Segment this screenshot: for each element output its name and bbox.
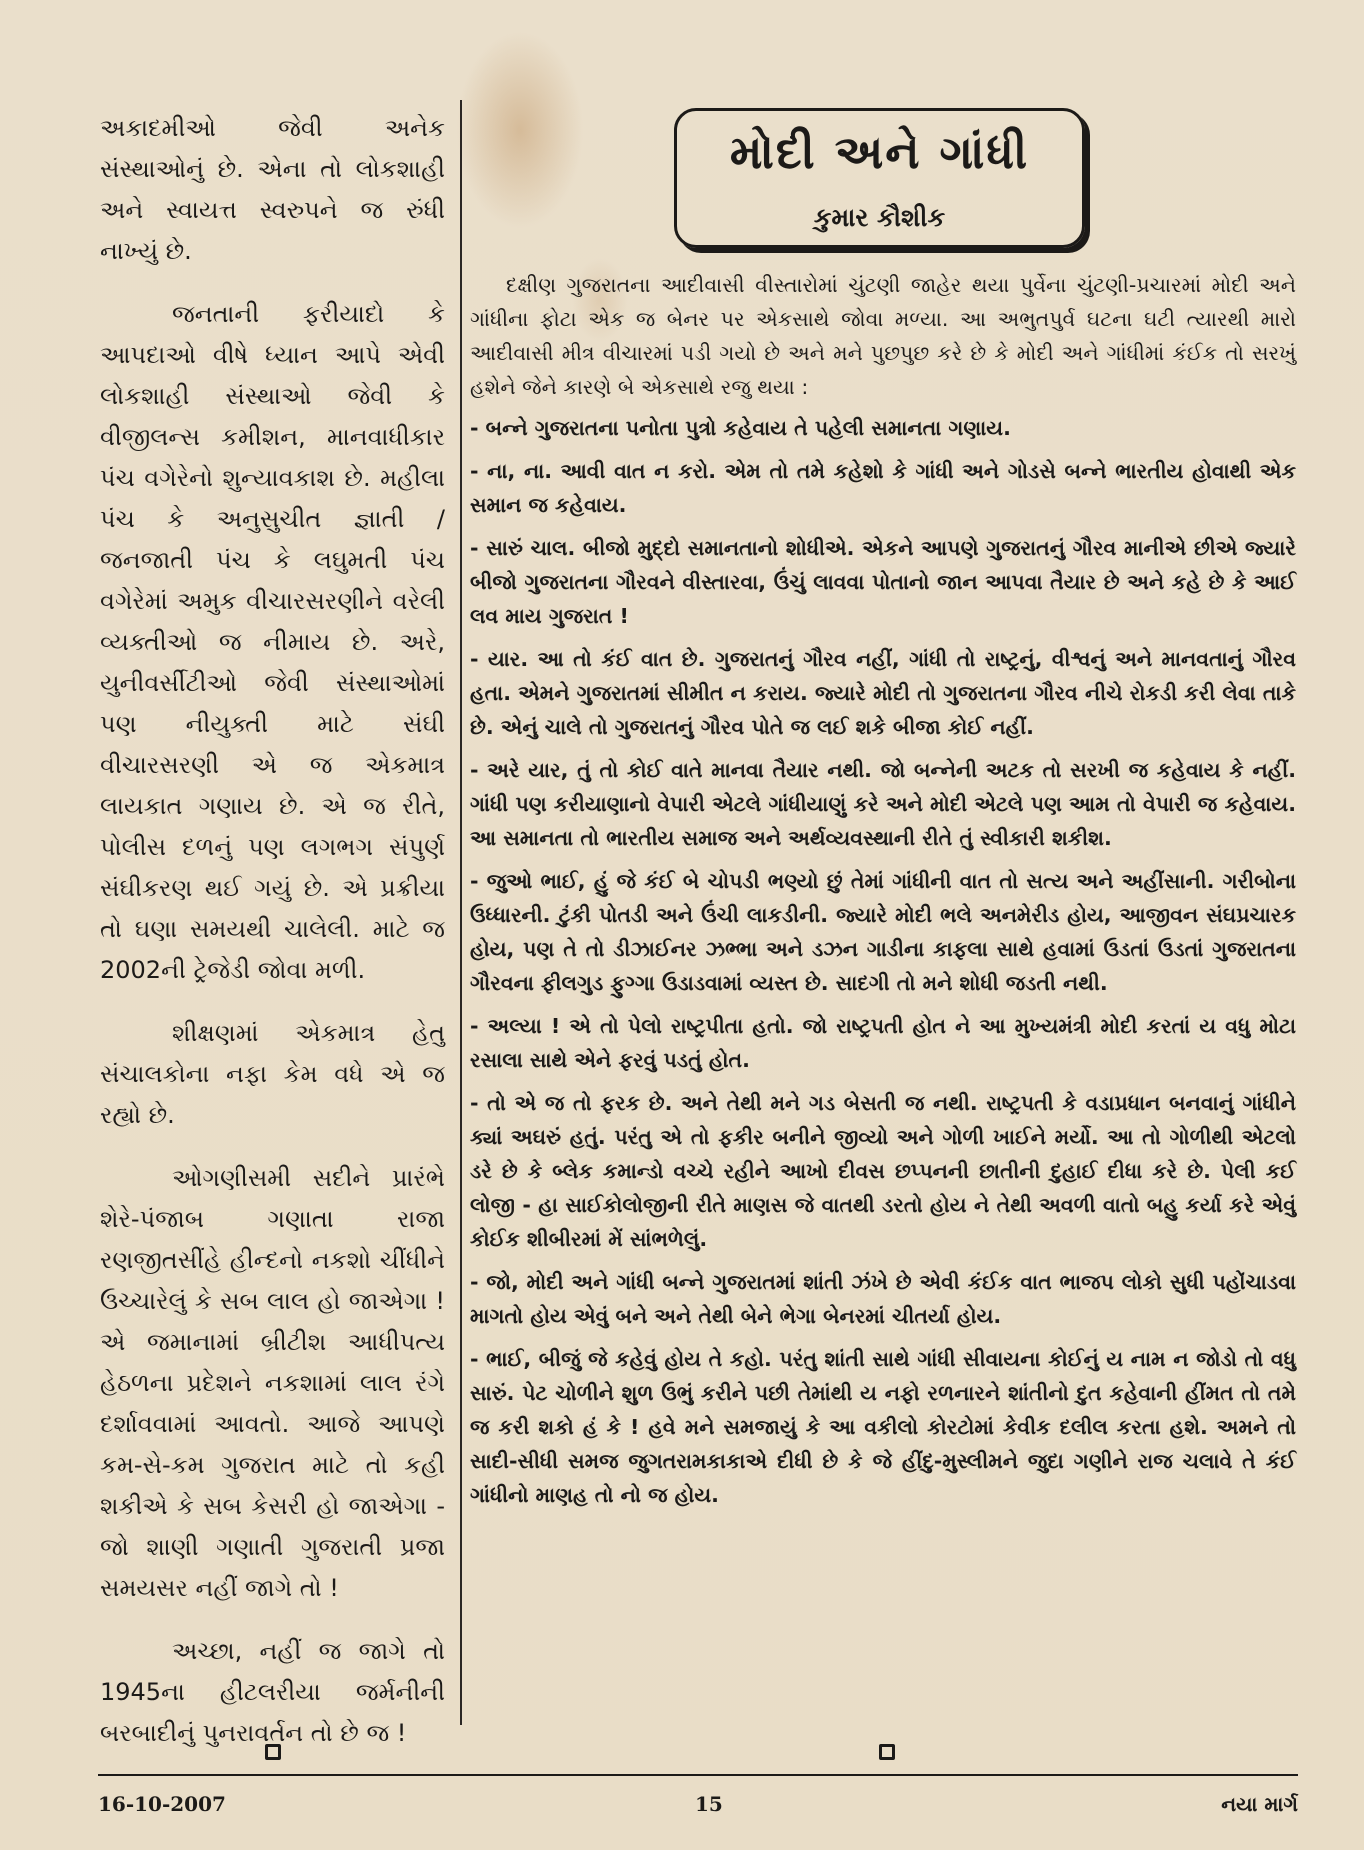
left-paragraph: અચ્છા, નહીં જ જાગે તો 1945ના હીટલરીયા જર્મનીની બરબાદીનું પુનરાવર્તન તો છે જ ! (100, 1637, 445, 1747)
column-divider (460, 100, 462, 1725)
end-of-article-box-icon (879, 1744, 895, 1760)
issue-date: 16-10-2007 (98, 1792, 226, 1816)
dialogue-line: - ભાઈ, બીજું જે કહેવું હોય તે કહો. પરંતુ શાંતી સાથે ગાંધી સીવાયના કોઈનું ય નામ ન જોડો તો વધુ સારું. પેટ ચોળીને શુળ ઉભું કરીને પછી તેમાંથી ય નફો રળનારને શાંતીનો દુત કહેવાની હીંમત તો તમે જ કરી શકો હં કે ! હવે મને સમજાયું કે આ વકીલો કોરટોમાં કેવીક દલીલ કરતા હશે. અમને તો સાદી-સીધી સમજ જુગતરામકાકાએ દીધી છે કે જે હીંદુ-મુસ્લીમને જુદા ગણીને રાજ ચલાવે તે કંઈ ગાંધીનો માણહ તો નો જ હોય. (470, 1347, 1296, 1507)
dialogue-line: - અલ્યા ! એ તો પેલો રાષ્ટ્રપીતા હતો. જો રાષ્ટ્રપતી હોત ને આ મુખ્યમંત્રી મોદી કરતાં ય વધુ મોટા રસાલા સાથે એને ફરવું પડતું હોત. (470, 1014, 1296, 1072)
left-paragraph: શીક્ષણમાં એકમાત્ર હેતુ સંચાલકોના નફા કેમ વધે એ જ રહ્યો છે. (100, 1019, 445, 1129)
dialogue-line: - તો એ જ તો ફરક છે. અને તેથી મને ગડ બેસતી જ નથી. રાષ્ટ્રપતી કે વડાપ્રધાન બનવાનું ગાંધીને ક્યાં અઘરું હતું. પરંતુ એ તો ફકીર બનીને જીવ્યો અને ગોળી ખાઈને મર્યો. આ તો ગોળીથી એટલો ડરે છે કે બ્લેક કમાન્ડો વચ્ચે રહીને આખો દીવસ છપ્પનની છાતીની દુહાઈ દીધા કરે છે. પેલી કઈ લોજી - હા સાઈકોલોજીની રીતે માણસ જે વાતથી ડરતો હોય ને તેથી અવળી વાતો બહુ કર્યા કરે એવું કોઈક શીબીરમાં મેં સાંભળેલું. (470, 1091, 1296, 1251)
left-paragraph: જનતાની ફરીયાદો કે આપદાઓ વીષે ધ્યાન આપે એવી લોકશાહી સંસ્થાઓ જેવી કે વીજીલન્સ કમીશન, માનવાધીકાર પંચ વગેરેનો શુન્યાવકાશ છે. મહીલા પંચ કે અનુસુચીત જ્ઞાતી / જનજાતી પંચ કે લઘુમતી પંચ વગેરેમાં અમુક વીચારસરણીને વરેલી વ્યક્તીઓ જ નીમાય છે. અરે, યુનીવર્સીટીઓ જેવી સંસ્થાઓમાં પણ નીયુક્તી માટે સંઘી વીચારસરણી એ જ એકમાત્ર લાયકાત ગણાય છે. એ જ રીતે, પોલીસ દળનું પણ લગભગ સંપુર્ણ સંઘીકરણ થઈ ગયું છે. એ પ્રક્રીયા તો ઘણા સમયથી ચાલેલી. માટે જ 2002ની ટ્રેજેડી જોવા મળી. (100, 300, 445, 984)
dialogue-line: - સારું ચાલ. બીજો મુદ્દો સમાનતાનો શોધીએ. એકને આપણે ગુજરાતનું ગૌરવ માનીએ છીએ જ્યારે બીજો ગુજરાતના ગૌરવને વીસ્તારવા, ઉંચું લાવવા પોતાનો જાન આપવા તૈયાર છે અને કહે છે કે આઈ લવ માય ગુજરાત ! (470, 536, 1296, 628)
article-author: કુમાર કૌશીક (813, 203, 946, 232)
article-title: મોદી અને ગાંધી (729, 125, 1030, 179)
left-paragraph: અકાદમીઓ જેવી અનેક સંસ્થાઓનું છે. એના તો લોકશાહી અને સ્વાયત્ત સ્વરુપને જ રુંધી નાખ્યું છે. (100, 114, 445, 265)
article-title-box (674, 108, 1085, 248)
left-paragraph: ઓગણીસમી સદીને પ્રારંભે શેરે-પંજાબ ગણાતા રાજા રણજીતસીંહે હીન્દનો નકશો ચીંધીને ઉચ્ચારેલું કે સબ લાલ હો જાએગા ! એ જમાનામાં બ્રીટીશ આધીપત્ય હેઠળના પ્રદેશને નકશામાં લાલ રંગે દર્શાવવામાં આવતો. આજે આપણે કમ-સે-કમ ગુજરાત માટે તો કહી શકીએ કે સબ કેસરી હો જાએગા - જો શાણી ગણાતી ગુજરાતી પ્રજા સમયસર નહીં જાગે તો ! (100, 1164, 445, 1602)
left-column (100, 108, 445, 1747)
footer-rule (98, 1774, 1298, 1776)
page-footer (98, 1792, 1298, 1822)
dialogue-line: - જો, મોદી અને ગાંધી બન્ને ગુજરાતમાં શાંતી ઝંખે છે એવી કંઈક વાત ભાજપ લોકો સુધી પહોંચાડવા માગતો હોય એવું બને અને તેથી બેને ભેગા બેનરમાં ચીતર્યા હોય. (470, 1270, 1296, 1328)
dialogue-line: - અરે યાર, તું તો કોઈ વાતે માનવા તૈયાર નથી. જો બન્નેની અટક તો સરખી જ કહેવાય કે નહીં. ગાંધી પણ કરીયાણાનો વેપારી એટલે ગાંધીયાણું કરે અને મોદી એટલે પણ આમ તો વેપારી જ કહેવાય. આ સમાનતા તો ભારતીય સમાજ અને અર્થવ્યવસ્થાની રીતે તું સ્વીકારી શકીશ. (470, 758, 1296, 850)
end-of-article-box-icon (265, 1744, 281, 1760)
dialogue-line: - ના, ના. આવી વાત ન કરો. એમ તો તમે કહેશો કે ગાંધી અને ગોડસે બન્ને ભારતીય હોવાથી એક સમાન જ કહેવાય. (470, 459, 1296, 517)
dialogue-line: - બન્ને ગુજરાતના પનોતા પુત્રો કહેવાય તે પહેલી સમાનતા ગણાય. (470, 416, 1011, 440)
article-intro: દક્ષીણ ગુજરાતના આદીવાસી વીસ્તારોમાં ચુંટણી જાહેર થયા પુર્વેના ચુંટણી-પ્રચારમાં મોદી અને ગાંધીના ફોટા એક જ બેનર પર એકસાથે જોવા મળ્યા. આ અભુતપુર્વ ઘટના ઘટી ત્યારથી મારો આદીવાસી મીત્ર વીચારમાં પડી ગયો છે અને મને પુછપુછ કરે છે કે મોદી અને ગાંધીમાં કંઈક તો સરખું હશેને જેને કારણે બે એકસાથે રજુ થયા : (470, 273, 1296, 399)
page-number: 15 (695, 1792, 723, 1816)
magazine-name: નયા માર્ગ (1221, 1792, 1298, 1816)
article-body (470, 268, 1296, 1738)
dialogue-line: - જુઓ ભાઈ, હું જે કંઈ બે ચોપડી ભણ્યો છું તેમાં ગાંધીની વાત તો સત્ય અને અહીંસાની. ગરીબોના ઉધ્ધારની. ટુંકી પોતડી અને ઉંચી લાકડીની. જ્યારે મોદી ભલે અનમેરીડ હોય, આજીવન સંઘપ્રચારક હોય, પણ તે તો ડીઝાઈનર ઝભ્ભા અને ડઝન ગાડીના કાફલા સાથે હવામાં ઉડતાં ઉડતાં ગુજરાતના ગૌરવના ફીલગુડ ફુગ્ગા ઉડાડવામાં વ્યસ્ત છે. સાદગી તો મને શોધી જડતી નથી. (470, 869, 1296, 995)
dialogue-line: - યાર. આ તો કંઈ વાત છે. ગુજરાતનું ગૌરવ નહીં, ગાંધી તો રાષ્ટ્રનું, વીશ્વનું અને માનવતાનું ગૌરવ હતા. એમને ગુજરાતમાં સીમીત ન કરાય. જ્યારે મોદી તો ગુજરાતના ગૌરવ નીચે રોકડી કરી લેવા તાકે છે. એનું ચાલે તો ગુજરાતનું ગૌરવ પોતે જ લઈ શકે બીજા કોઈ નહીં. (470, 647, 1296, 739)
